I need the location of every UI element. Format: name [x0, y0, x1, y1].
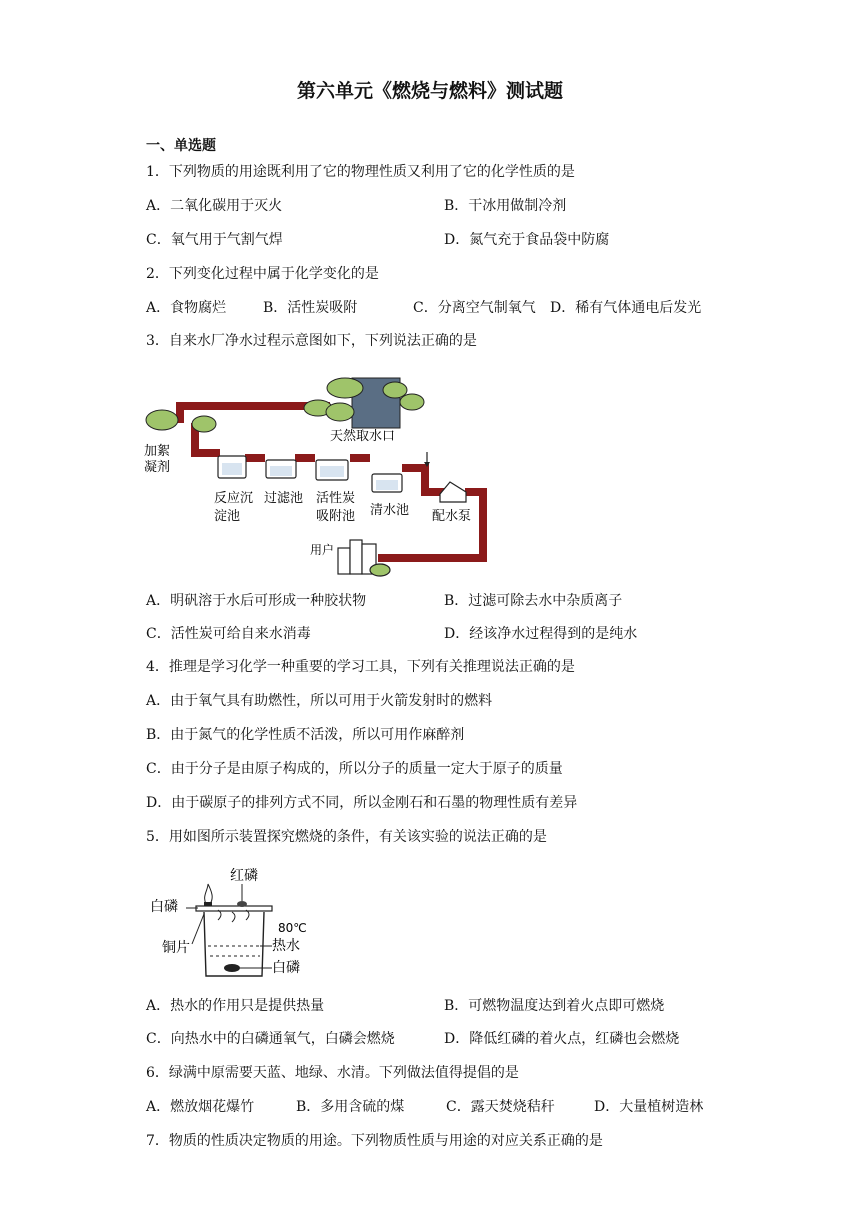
label-tank2: 过滤池	[264, 491, 304, 506]
combustion-apparatus-diagram	[148, 864, 318, 984]
label-temperature: 80℃	[278, 921, 307, 935]
question-2-stem: 2．下列变化过程中属于化学变化的是	[146, 266, 379, 282]
q6-option-d: D．大量植树造林	[594, 1099, 704, 1115]
q4-option-b: B．由于氮气的化学性质不活泼，所以可用作麻醉剂	[146, 727, 465, 743]
q1-option-c: C．氧气用于气割气焊	[146, 232, 283, 248]
q3-option-d: D．经该净水过程得到的是纯水	[444, 626, 638, 642]
question-6-stem: 6．绿满中原需要天蓝、地绿、水清。下列做法值得提倡的是	[146, 1065, 519, 1081]
label-tank3-1: 活性炭	[316, 491, 356, 506]
label-tank3-2: 吸附池	[316, 509, 356, 524]
label-copper-sheet: 铜片	[162, 940, 190, 956]
q2-option-c: C．分离空气制氧气	[413, 300, 536, 316]
pump-house	[440, 482, 466, 502]
label-tank4: 清水池	[370, 503, 410, 518]
q6-option-c: C．露天焚烧秸秆	[446, 1099, 555, 1115]
q5-option-c: C．向热水中的白磷通氧气，白磷会燃烧	[146, 1031, 395, 1047]
section-heading: 一、单选题	[146, 138, 216, 154]
q5-option-a: A．热水的作用只是提供热量	[146, 998, 325, 1014]
label-pump: 配水泵	[432, 509, 472, 524]
label-natural-intake: 天然取水口	[330, 429, 396, 444]
q5-option-d: D．降低红磷的着火点，红磷也会燃烧	[444, 1031, 680, 1047]
label-tank1-1: 反应沉	[214, 491, 254, 506]
label-tank1-2: 淀池	[214, 509, 241, 524]
steam-curls	[218, 910, 249, 922]
question-5-stem: 5．用如图所示装置探究燃烧的条件，有关该实验的说法正确的是	[146, 829, 547, 845]
q4-option-a: A．由于氧气具有助燃性，所以可用于火箭发射时的燃料	[146, 693, 493, 709]
q4-option-c: C．由于分子是由原子构成的，所以分子的质量一定大于原子的质量	[146, 761, 563, 777]
q2-option-b: B．活性炭吸附	[263, 300, 358, 316]
copper-plate	[196, 906, 272, 911]
question-1-stem: 1．下列物质的用途既利用了它的物理性质又利用了它的化学性质的是	[146, 164, 575, 180]
label-hot-water: 热水	[272, 938, 300, 954]
label-coagulant-2: 凝剂	[144, 460, 171, 475]
q1-option-d: D．氮气充于食品袋中防腐	[444, 232, 610, 248]
flame-icon	[205, 884, 213, 904]
q3-option-c: C．活性炭可给自来水消毒	[146, 626, 311, 642]
question-4-stem: 4．推理是学习化学一种重要的学习工具，下列有关推理说法正确的是	[146, 659, 575, 675]
page-title: 第六单元《燃烧与燃料》测试题	[296, 80, 563, 102]
label-coagulant-1: 加絮	[144, 444, 171, 459]
label-red-phosphorus: 红磷	[230, 868, 258, 884]
q3-option-a: A．明矾溶于水后可形成一种胶状物	[146, 593, 367, 609]
q6-option-a: A．燃放烟花爆竹	[146, 1099, 255, 1115]
q3-option-b: B．过滤可除去水中杂质离子	[444, 593, 623, 609]
q2-option-d: D．稀有气体通电后发光	[550, 300, 702, 316]
water-treatment-diagram	[140, 368, 500, 580]
q1-option-a: A．二氧化碳用于灭火	[146, 198, 283, 214]
question-7-stem: 7．物质的性质决定物质的用途。下列物质性质与用途的对应关系正确的是	[146, 1133, 603, 1149]
q6-option-b: B．多用含硫的煤	[296, 1099, 405, 1115]
natural-intake-icon	[304, 378, 424, 428]
label-white-phosphorus-top: 白磷	[150, 899, 178, 915]
q1-option-b: B．干冰用做制冷剂	[444, 198, 567, 214]
q2-option-a: A．食物腐烂	[146, 300, 227, 316]
white-phosphorus-underwater	[224, 964, 240, 972]
q4-option-d: D．由于碳原子的排列方式不同，所以金刚石和石墨的物理性质有差异	[146, 795, 578, 811]
red-phosphorus-lump	[237, 901, 247, 907]
question-3-stem: 3．自来水厂净水过程示意图如下，下列说法正确的是	[146, 333, 477, 349]
q5-option-b: B．可燃物温度达到着火点即可燃烧	[444, 998, 665, 1014]
label-white-phosphorus-bottom: 白磷	[272, 960, 300, 976]
label-user: 用户	[310, 543, 335, 557]
